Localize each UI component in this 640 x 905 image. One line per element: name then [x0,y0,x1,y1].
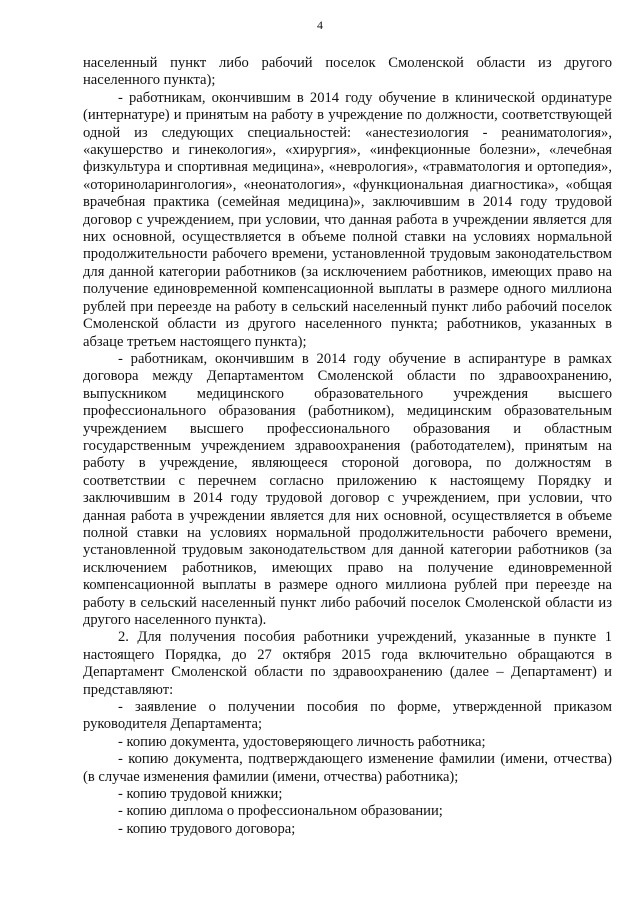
list-item-diploma: - копию диплома о профессиональном образовании; [118,803,443,820]
list-item-name-change-document: - копию документа, подтверждающего изменение фамилии (имени, отчества) (в случае изменения фамилии (имени, отчества) работника); [83,751,612,785]
list-item-identity-document: - копию документа, удостоверяющего личность работника; [118,733,486,750]
list-item-employment-book: - копию трудовой книжки; [118,786,283,803]
paragraph-item-2: 2. Для получения пособия работники учреждений, указанные в пункте 1 настоящего Порядка, до 27 октября 2015 года включительно обращаются в Департамент Смоленской области по здравоохранению (далее – Департамент) и представляют: [83,629,612,698]
paragraph-residency-graduates: - работникам, окончившим в 2014 году обучение в клинической ординатуре (интернатуре) и принятым на работу в учреждение по должности, соответствующей одной из следующих специальностей: «анестезиология - реаниматология», «акушерство и гинекология», «хирургия», «инфекционные болезни», «лечебная физкультура и спортивная медицина», «неврология», «травматология и ортопедия», «оториноларингология», «неонатология», «функциональная диагностика», «общая врачебная практика (семейная медицина)», заключившим в 2014 году трудовой договор с учреждением, при условии, что данная работа в учреждении является для них основной, осуществляется в объеме полной ставки на условиях нормальной продолжительности рабочего времени, установленной трудовым законодательством для данной категории работников (за исключением работников, имеющих право на получение единовременной компенсационной выплаты в размере одного миллиона рублей при переезде на работу в сельский населенный пункт либо рабочий поселок Смоленской области из другого населенного пункта; работников, указанных в абзаце третьем настоящего пункта); [83,89,612,350]
list-item-employment-contract: - копию трудового договора; [118,820,296,837]
paragraph-postgraduate-graduates: - работникам, окончившим в 2014 году обучение в аспирантуре в рамках договора между Департаментом Смоленской области по здравоохранению, выпускником медицинского образовательного учреждения высшего профессионального образования (работником), медицинским образовательным учреждением высшего профессионального образования и областным государственным учреждением здравоохранения (работодателем), принятым на работу в учреждение, являющееся стороной договора, по должностям в соответствии с перечнем согласно приложению к настоящему Порядку и заключившим в 2014 году трудовой договор с учреждением, при условии, что данная работа в учреждении является для них основной, осуществляется в объеме полной ставки на условиях нормальной продолжительности рабочего времени, установленной трудовым законодательством для данной категории работников (за исключением работников, имеющих право на получение единовременной компенсационной выплаты в размере одного миллиона рублей при переезде на работу в сельский населенный пункт либо рабочий поселок Смоленской области из другого населенного пункта). [83,350,612,628]
paragraph-continuation: населенный пункт либо рабочий поселок Смоленской области из другого населенного пункта); [83,55,612,89]
list-item-application: - заявление о получении пособия по форме, утвержденной приказом руководителя Департамента; [83,699,612,733]
page-number: 4 [317,18,323,32]
document-body [83,55,612,838]
